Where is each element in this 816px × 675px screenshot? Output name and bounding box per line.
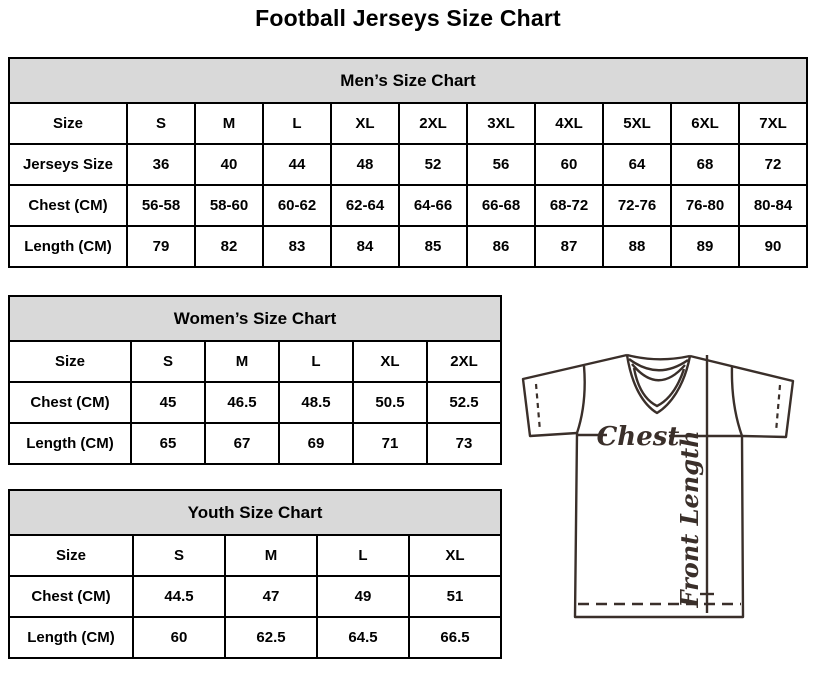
cell: 45 [131,382,205,423]
cell: 4XL [535,103,603,144]
table-row [9,103,807,144]
cell: 64.5 [317,617,409,658]
cell: 87 [535,226,603,267]
cell: 68 [671,144,739,185]
cell: 62-64 [331,185,399,226]
cell: 90 [739,226,807,267]
cell: 66-68 [467,185,535,226]
cell: 60 [535,144,603,185]
cell: 64 [603,144,671,185]
cell: 73 [427,423,501,464]
cell: 52 [399,144,467,185]
cell: 52.5 [427,382,501,423]
row-label: Chest (CM) [9,576,133,617]
cell: L [263,103,331,144]
cell: 88 [603,226,671,267]
mens-size-chart-table [8,57,808,268]
cell: 44.5 [133,576,225,617]
cell: 48 [331,144,399,185]
cell: 49 [317,576,409,617]
row-label: Chest (CM) [9,185,127,226]
table-row [9,423,501,464]
cell: 83 [263,226,331,267]
jersey-right-seam [732,366,742,436]
cell: 6XL [671,103,739,144]
cell: 56 [467,144,535,185]
youth-chart-title: Youth Size Chart [9,490,501,535]
cell: 82 [195,226,263,267]
cell: 36 [127,144,195,185]
cell: 85 [399,226,467,267]
cell: L [279,341,353,382]
table-row [9,226,807,267]
womens-chart-title: Women’s Size Chart [9,296,501,341]
cell: 67 [205,423,279,464]
cell: 72-76 [603,185,671,226]
cell: 60 [133,617,225,658]
cell: 71 [353,423,427,464]
row-label: Jerseys Size [9,144,127,185]
row-label: Size [9,341,131,382]
row-label: Length (CM) [9,226,127,267]
cell: XL [331,103,399,144]
cell: S [133,535,225,576]
cell: 7XL [739,103,807,144]
cell: 5XL [603,103,671,144]
row-label: Size [9,103,127,144]
cell: 58-60 [195,185,263,226]
cell: 79 [127,226,195,267]
cell: M [225,535,317,576]
cell: 50.5 [353,382,427,423]
front-length-label: Front Length [675,430,704,608]
cell: XL [409,535,501,576]
cell: 62.5 [225,617,317,658]
jersey-right-cuff-dashed-line [776,385,780,432]
youth-size-chart-table [8,489,502,659]
cell: S [131,341,205,382]
cell: 40 [195,144,263,185]
cell: 69 [279,423,353,464]
row-label: Length (CM) [9,617,133,658]
cell: 76-80 [671,185,739,226]
table-row [9,341,501,382]
jersey-collar-curve-1 [629,359,688,370]
cell: 72 [739,144,807,185]
table-row [9,576,501,617]
jersey-measurement-diagram [505,335,816,645]
table-row [9,535,501,576]
youth-chart-header-row [9,490,501,535]
cell: 86 [467,226,535,267]
table-row [9,617,501,658]
cell: M [205,341,279,382]
jersey-body-outline [575,433,743,617]
cell: 48.5 [279,382,353,423]
cell: 64-66 [399,185,467,226]
jersey-left-cuff-dashed-line [536,384,540,431]
jersey-collar-top-edge [627,355,690,359]
cell: 60-62 [263,185,331,226]
womens-chart-header-row [9,296,501,341]
cell: 3XL [467,103,535,144]
cell: 56-58 [127,185,195,226]
cell: 44 [263,144,331,185]
table-row [9,382,501,423]
row-label: Length (CM) [9,423,131,464]
cell: 2XL [427,341,501,382]
cell: 2XL [399,103,467,144]
row-label: Chest (CM) [9,382,131,423]
jersey-left-seam [577,366,585,433]
cell: 65 [131,423,205,464]
table-row [9,144,807,185]
cell: 46.5 [205,382,279,423]
table-row [9,185,807,226]
cell: 66.5 [409,617,501,658]
chest-label: Chest [596,422,680,452]
cell: 68-72 [535,185,603,226]
cell: M [195,103,263,144]
cell: XL [353,341,427,382]
cell: L [317,535,409,576]
mens-chart-header-row [9,58,807,103]
cell: 51 [409,576,501,617]
cell: 80-84 [739,185,807,226]
page-title: Football Jerseys Size Chart [255,5,561,31]
cell: 47 [225,576,317,617]
cell: 84 [331,226,399,267]
row-label: Size [9,535,133,576]
cell: S [127,103,195,144]
cell: 89 [671,226,739,267]
mens-chart-title: Men’s Size Chart [9,58,807,103]
womens-size-chart-table [8,295,502,465]
